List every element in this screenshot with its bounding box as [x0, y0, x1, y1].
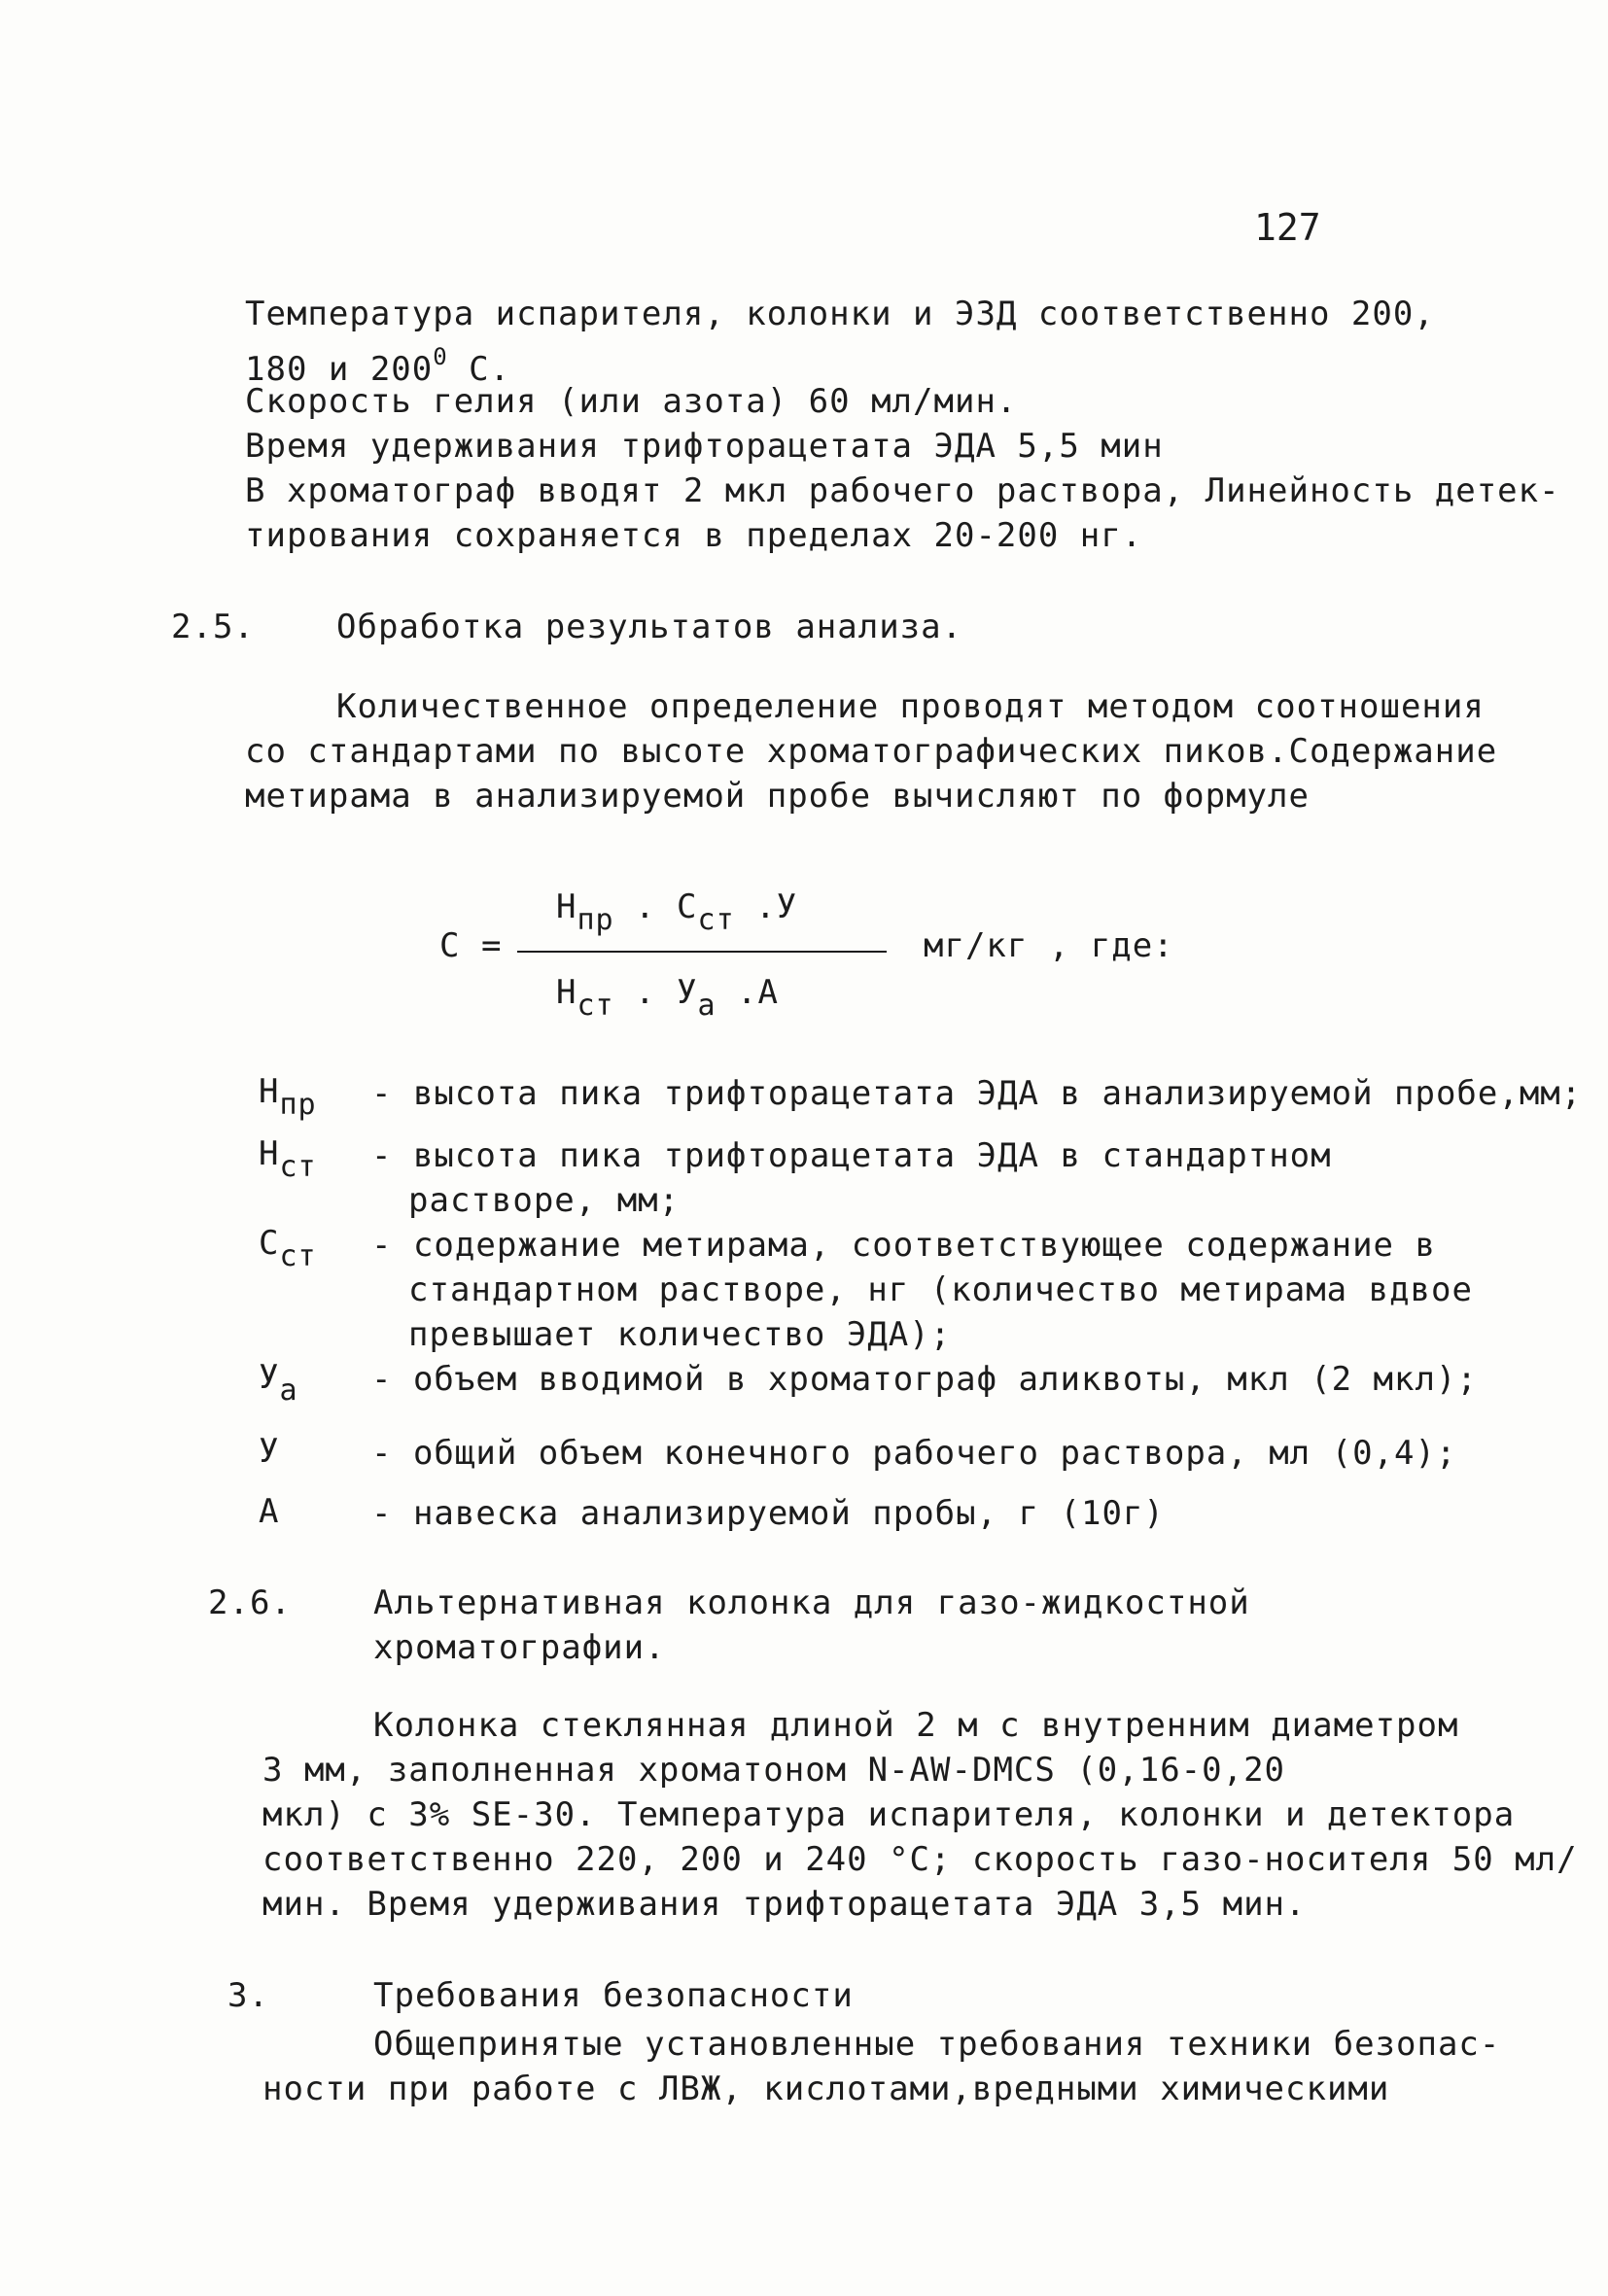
section-number: 2.6.	[208, 1583, 292, 1622]
definition-text: - содержание метирама, соответствующее содержание в	[371, 1226, 1436, 1265]
text-line: ности при работе с ЛВЖ, кислотами,вредными химическими	[262, 2070, 1390, 2108]
section-title: Альтернативная колонка для газо-жидкостной	[373, 1583, 1250, 1622]
definition-text: стандартном растворе, нг (количество метирама вдвое	[408, 1270, 1473, 1309]
definition-text: превышает количество ЭДА);	[408, 1315, 952, 1354]
text-line: Количественное определение проводят методом соотношения	[336, 687, 1485, 726]
definition-text: - высота пика трифторацетата ЭДА в анализируемой пробе,мм;	[371, 1074, 1583, 1113]
page-number: 127	[1254, 206, 1321, 249]
section-title: Требования безопасности	[373, 1976, 854, 2015]
definition-symbol: $Н_{пр}$	[259, 1072, 317, 1122]
text-line: Температура испарителя, колонки и ЭЗД соответственно 200,	[245, 295, 1435, 333]
text-line: Общепринятые установленные требования техники безопас-	[373, 2025, 1501, 2064]
definition-symbol: $Н_{ст}$	[259, 1134, 317, 1184]
definition-symbol: $С_{ст}$	[259, 1224, 317, 1273]
formula-denominator: $Н_{ст}$ . $У_а$ .А	[556, 973, 779, 1023]
text-line: соответственно 220, 200 и 240 °С; скорость газо-носителя 50 мл/	[262, 1840, 1578, 1879]
section-title: хроматографии.	[373, 1628, 666, 1667]
text-line: 180 и $200^0$ С.	[245, 343, 511, 389]
formula-units: мг/кг , где:	[924, 926, 1174, 965]
formula-lhs: С =	[439, 926, 503, 965]
text-line: мкл) с 3% SE-30. Температура испарителя, колонки и детектора	[262, 1795, 1516, 1834]
definition-text: - высота пика трифторацетата ЭДА в стандартном	[371, 1136, 1332, 1175]
text-line: Время удерживания трифторацетата ЭДА 5,5 мин	[245, 427, 1164, 466]
fraction-bar	[517, 951, 887, 953]
text-line: мин. Время удерживания трифторацетата ЭДА 3,5 мин.	[262, 1885, 1307, 1924]
definition-text: - объем вводимой в хроматограф аликвоты, мкл (2 мкл);	[371, 1360, 1478, 1399]
text-line: тирования сохраняется в пределах 20-200 нг.	[245, 516, 1143, 555]
text-line: Колонка стеклянная длиной 2 м с внутренним диаметром	[373, 1706, 1459, 1745]
formula-numerator: $Н_{пр}$ . $С_{ст}$ .У	[556, 887, 798, 937]
text-line: Скорость гелия (или азота) 60 мл/мин.	[245, 382, 1018, 421]
text-line: В хроматограф вводят 2 мкл рабочего раствора, Линейность детек-	[245, 471, 1560, 510]
text-line: со стандартами по высоте хроматографических пиков.Содержание	[245, 732, 1498, 771]
definition-text: - общий объем конечного рабочего раствора, мл (0,4);	[371, 1434, 1457, 1473]
definition-text: растворе, мм;	[408, 1181, 681, 1220]
text-line: 3 мм, заполненная хроматоном N-AW-DMCS (0,16-0,20	[262, 1751, 1286, 1790]
section-number: 2.5.	[171, 608, 255, 646]
section-title: Обработка результатов анализа.	[336, 608, 963, 646]
definition-symbol: У	[259, 1432, 280, 1471]
definition-symbol: $У_а$	[259, 1358, 298, 1408]
text-line: метирама в анализируемой пробе вычисляют по формуле	[245, 777, 1310, 816]
definition-text: - навеска анализируемой пробы, г (10г)	[371, 1494, 1165, 1533]
section-number: 3.	[227, 1976, 269, 2015]
definition-symbol: А	[259, 1492, 280, 1531]
